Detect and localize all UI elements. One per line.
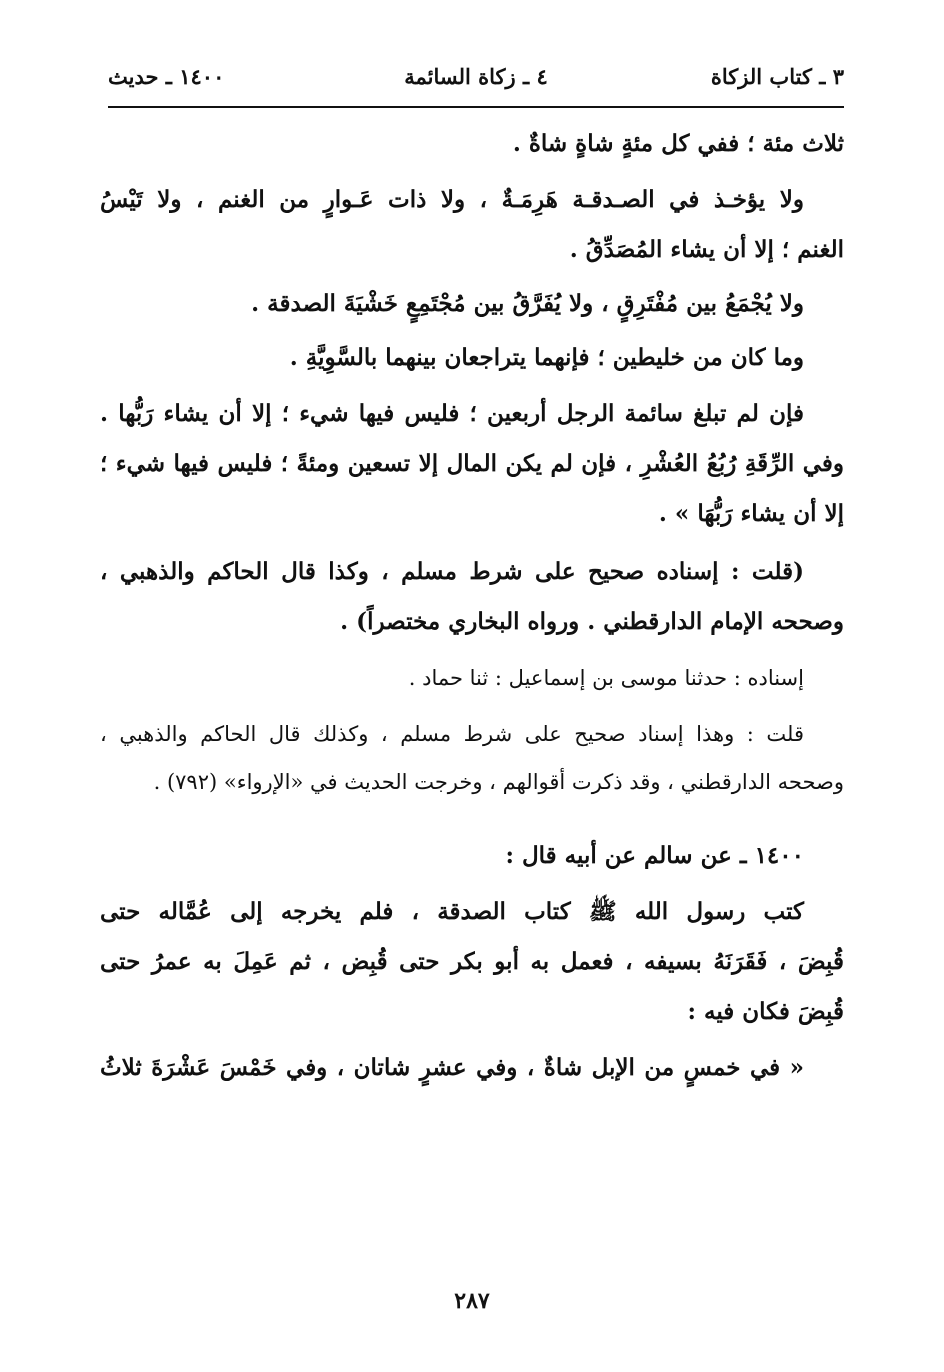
page-number: ٢٨٧ [454,1288,490,1314]
text-line: « في خمسٍ من الإبل شاةٌ ، وفي عشرٍ شاتان ، وفي خَمْسَ عَشْرَةَ ثلاثُ [100,1054,804,1081]
text-line: قُبِضَ فكان فيه : [687,998,844,1025]
text-line: قلت : وهذا إسناد صحيح على شرط مسلم ، وكذلك قال الحاكم والذهبي ، [100,722,804,746]
hadith-heading: ١٤٠٠ ـ عن سالم عن أبيه قال : [505,842,804,869]
text-line: وصححه الدارقطني ، وقد ذكرت أقوالهم ، وخرجت الحديث في «الإرواء» (٧٩٢) . [153,770,844,794]
page-body [100,128,844,1084]
header-chapter: ٣ ـ كتاب الزكاة [710,64,844,89]
header-section: ٤ ـ زكاة السائمة [404,64,548,89]
text-line: ولا يُجْمَعُ بين مُفْتَرِقٍ ، ولا يُفَرَّقُ بين مُجْتَمِعٍ خَشْيَةَ الصدقة . [251,290,804,317]
text-line: (قلت : إسناده صحيح على شرط مسلم ، وكذا قال الحاكم والذهبي ، [100,558,804,585]
text-line: الغنم ؛ إلا أن يشاء المُصَدِّقُ . [569,236,844,263]
header-divider [108,106,844,108]
running-header [108,64,844,100]
text-line: فإن لم تبلغ سائمة الرجل أربعين ؛ فليس فيها شيء ؛ إلا أن يشاء رَبُّها . [100,400,804,427]
text-line: كتب رسول الله ﷺ كتاب الصدقة ، فلم يخرجه إلى عُمَّاله حتى [100,898,804,925]
header-hadith-number: ١٤٠٠ ـ حديث [108,64,225,89]
text-line: وما كان من خليطين ؛ فإنهما يتراجعان بينهما بالسَّوِيَّةِ . [289,344,804,371]
text-line: إلا أن يشاء رَبُّهَا » . [658,500,844,527]
text-line: إسناده : حدثنا موسى بن إسماعيل : ثنا حماد . [408,666,804,690]
text-line: وصححه الإمام الدارقطني . ورواه البخاري مختصراً) . [340,608,844,635]
text-line: وفي الرِّقَةِ رُبُعُ العُشْرِ ، فإن لم يكن المال إلا تسعين ومئةً ؛ فليس فيها شيء ؛ [100,450,844,477]
text-line: ثلاث مئة ؛ ففي كل مئةٍ شاةٍ شاةٌ . [512,130,844,157]
text-line: ولا يؤخـذ في الصـدقـة هَرِمَـةٌ ، ولا ذات عَـوارٍ من الغنم ، ولا تَيْسُ [100,186,804,213]
text-line: قُبِضَ ، فَقَرَنَهُ بسيفه ، فعمل به أبو بكر حتى قُبِض ، ثم عَمِلَ به عمرُ حتى [100,948,844,975]
